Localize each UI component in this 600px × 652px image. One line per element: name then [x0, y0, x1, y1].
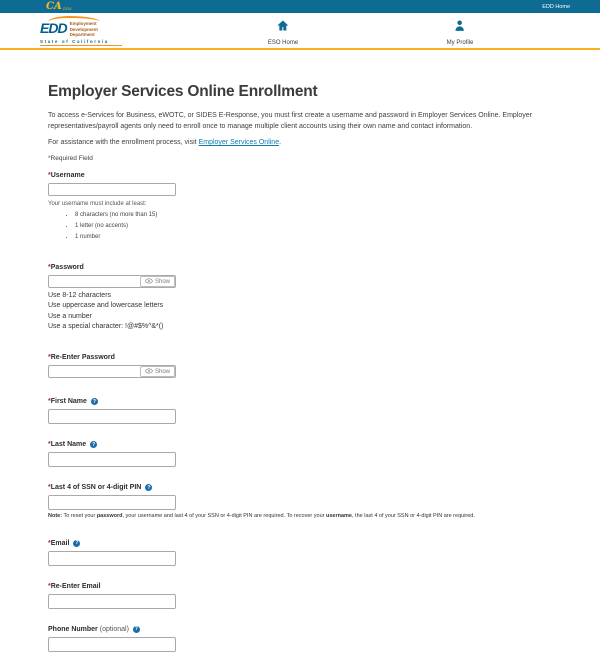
- intro-paragraph: To access e-Services for Business, eWOTC, or SIDES E-Response, you must first create a username and password in Employer Services Online. Employer representatives/payroll agents only need to enroll once to manage multiple client accounts using their own name and contact information.: [48, 112, 532, 131]
- last-name-group: [48, 441, 555, 467]
- page-title: Employer Services Online Enrollment: [48, 83, 318, 100]
- last-name-label-text: Last Name: [50, 441, 87, 449]
- ssn-note-text: To reset your: [62, 513, 97, 520]
- password-group: [48, 264, 555, 330]
- help-icon[interactable]: ?: [147, 484, 151, 491]
- phone-input[interactable]: [48, 637, 176, 652]
- edd-logo-line1: Employment: [69, 21, 97, 26]
- email-group: [48, 540, 555, 566]
- assistance-line: [48, 139, 555, 146]
- password-show-button[interactable]: [140, 276, 175, 287]
- email-label: [48, 540, 555, 547]
- password-hint: Use 8-12 characters: [48, 291, 112, 299]
- phone-label-text: Phone Number: [48, 625, 98, 633]
- first-name-label: [48, 398, 555, 405]
- ssn-pin-label: [48, 484, 555, 491]
- reenter-email-label-text: Re-Enter Email: [50, 582, 101, 590]
- reenter-password-label: [48, 354, 555, 361]
- reenter-password-label-text: Re-Enter Password: [50, 354, 115, 362]
- ssn-pin-note: [48, 513, 555, 520]
- password-label-text: Password: [50, 264, 84, 272]
- first-name-input[interactable]: [48, 409, 176, 424]
- help-icon[interactable]: ?: [92, 441, 96, 448]
- required-marker: *: [48, 264, 51, 272]
- email-input[interactable]: [48, 551, 176, 566]
- username-rule: • 1 number: [75, 234, 555, 240]
- required-field-note: [48, 155, 555, 162]
- edd-logo-text: EDD: [40, 20, 67, 36]
- ssn-pin-group: [48, 484, 555, 520]
- reenter-password-show-label: Show: [154, 368, 170, 375]
- required-marker: *: [48, 582, 51, 590]
- ssn-note-bold: username: [326, 513, 352, 520]
- password-hint: Use a number: [48, 312, 92, 320]
- required-marker: *: [48, 539, 51, 547]
- eye-icon: [145, 278, 153, 286]
- nav-eso-home[interactable]: [268, 18, 298, 46]
- reenter-password-group: [48, 354, 555, 378]
- username-rule: • 8 characters (no more than 15): [75, 212, 555, 218]
- edd-logo-state-text: State of California: [40, 39, 122, 46]
- main-content: [0, 83, 600, 652]
- employer-services-online-link[interactable]: Employer Services Online: [198, 139, 280, 147]
- assistance-suffix: .: [279, 139, 282, 147]
- home-icon: [277, 18, 289, 35]
- phone-group: [48, 626, 555, 652]
- last-name-input[interactable]: [48, 452, 176, 467]
- reenter-email-label: [48, 583, 555, 590]
- help-icon[interactable]: ?: [75, 540, 79, 547]
- nav-my-profile[interactable]: [447, 18, 474, 46]
- ca-gov-logo[interactable]: [46, 2, 72, 12]
- edd-logo-department-lines: [70, 21, 98, 38]
- email-label-text: Email: [50, 539, 70, 547]
- last-name-label: [48, 441, 555, 448]
- username-group: [48, 172, 555, 240]
- ssn-note-bold: password: [96, 513, 123, 520]
- ca-gov-logo-text: CA: [46, 0, 62, 12]
- username-rules-title: Your username must include at least:: [48, 201, 147, 208]
- assistance-prefix: For assistance with the enrollment process, visit: [48, 139, 199, 147]
- edd-logo-line3: Department: [69, 32, 95, 38]
- required-field-note-text: Required Field: [50, 155, 93, 163]
- password-label: [48, 264, 555, 271]
- ca-gov-logo-subtext: GOV: [62, 5, 72, 11]
- username-label-text: Username: [50, 172, 85, 180]
- reenter-email-group: [48, 583, 555, 609]
- ssn-note-text: , your username and last 4 of your SSN or 4-digit PIN are required. To recover your: [122, 513, 326, 520]
- eye-icon: [145, 368, 153, 376]
- reenter-email-input[interactable]: [48, 594, 176, 609]
- nav-my-profile-label: My Profile: [446, 40, 474, 46]
- phone-label: [48, 626, 555, 633]
- top-utility-bar: [0, 0, 600, 13]
- person-icon: [455, 18, 465, 35]
- help-icon[interactable]: ?: [92, 398, 96, 405]
- username-label: [48, 172, 555, 179]
- ssn-pin-input[interactable]: [48, 495, 176, 510]
- password-show-label: Show: [154, 278, 170, 285]
- required-marker: *: [48, 155, 51, 163]
- edd-logo[interactable]: [40, 16, 126, 46]
- first-name-group: [48, 398, 555, 424]
- ssn-note-bold: Note:: [48, 513, 63, 520]
- edd-home-link[interactable]: EDD Home: [542, 3, 570, 10]
- required-marker: *: [48, 172, 51, 180]
- required-marker: *: [48, 398, 51, 406]
- nav-eso-home-label: ESO Home: [267, 40, 299, 46]
- site-header: [0, 13, 600, 50]
- edd-logo-line2: Development: [69, 26, 98, 32]
- ssn-pin-label-text: Last 4 of SSN or 4-digit PIN: [50, 484, 142, 492]
- required-marker: *: [48, 484, 51, 492]
- password-hint: Use a special character: !@#$%^&*(): [48, 323, 164, 331]
- required-marker: *: [48, 354, 51, 362]
- phone-optional-text: (optional): [99, 625, 129, 633]
- password-hint: Use uppercase and lowercase letters: [48, 302, 164, 310]
- required-marker: *: [48, 441, 51, 449]
- username-rule: • 1 letter (no accents): [75, 223, 555, 229]
- reenter-password-show-button[interactable]: [140, 366, 175, 377]
- ssn-note-text: , the last 4 of your SSN or 4-digit PIN are required.: [352, 513, 475, 520]
- help-icon[interactable]: ?: [134, 626, 138, 633]
- first-name-label-text: First Name: [50, 398, 87, 406]
- username-rules-list: [75, 212, 555, 240]
- username-input[interactable]: [48, 183, 176, 196]
